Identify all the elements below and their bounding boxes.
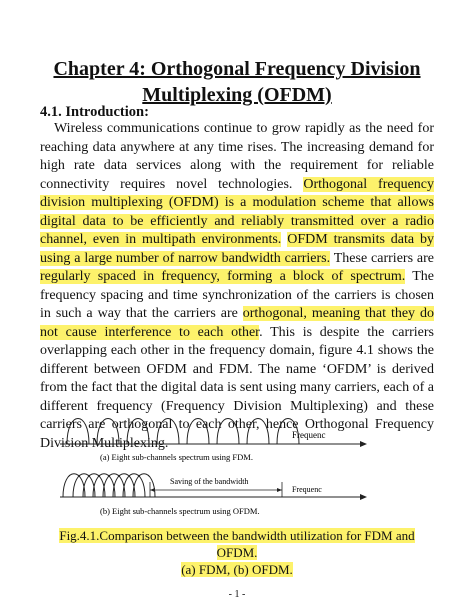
fdm-spectrum — [67, 419, 299, 445]
spectrum-diagram — [60, 402, 440, 522]
paragraph-text: The frequency spacing and time synchronization of the carriers is chosen in such a way that the carriers are — [40, 269, 435, 321]
fdm-axis-arrowhead — [360, 441, 367, 447]
highlighted-text: OFDM transmits data by using a large number of narrow bandwidth carriers. — [40, 232, 435, 266]
ofdm-spectrum — [63, 474, 155, 497]
chapter-title: Chapter 4: Orthogonal Frequency Division Multiplexing (OFDM) — [53, 58, 421, 106]
highlighted-text: orthogonal, meaning that they do not cause interference to each other — [40, 306, 434, 340]
fdm-axis-label: Frequenc — [292, 430, 326, 440]
highlighted-text: regularly spaced in frequency, forming a block of spectrum. — [40, 269, 406, 284]
fdm-subchannel-lobe — [247, 419, 269, 445]
highlighted-text: Orthogonal frequency division multiplexing (OFDM) is a modulation scheme that allows digital data to be efficiently and reliably transmitted over a radio channel, even in multipath environments. — [40, 176, 434, 247]
fdm-caption: (a) Eight sub-channels spectrum using FDM. — [100, 452, 253, 462]
fdm-subchannel-lobe — [97, 419, 119, 445]
saving-arrow-left-head — [150, 488, 155, 492]
figure-caption-line2: (a) FDM, (b) OFDM. — [181, 562, 293, 577]
fdm-subchannel-lobe — [67, 419, 89, 445]
ofdm-axis-label: Frequenc — [292, 485, 322, 494]
paragraph-text: . This is despite the carriers overlapping each other in the frequency domain, figure 4.1 shows the different between OFDM and FDM. The name ‘OFDM’ is derived from the fact that the digital data is sent using many carriers, each of a different frequency (Frequency Division Multiplexing) and these carriers are orthogonal to each other, hence Orthogonal Frequency Division Multiplexing. — [40, 324, 435, 451]
saving-bandwidth-label: Saving of the bandwidth — [170, 477, 249, 486]
fdm-subchannel-lobe — [187, 419, 209, 445]
paragraph-text: These carriers are — [330, 250, 434, 266]
fdm-subchannel-lobe — [157, 419, 179, 445]
fdm-subchannel-lobe — [127, 419, 149, 445]
paragraph-text: Wireless communications continue to grow rapidly as the need for reaching data anywhere at any time rises. The increasing demand for high rate data services along with the requirement for reliable connectivity requires novel technologies. — [40, 121, 434, 192]
saving-arrow-right-head — [277, 488, 282, 492]
figure-caption-line1: Fig.4.1.Comparison between the bandwidth utilization for FDM and OFDM. — [59, 528, 415, 560]
section-heading: 4.1. Introduction: — [40, 104, 149, 120]
page-number: - 1 - — [228, 589, 246, 600]
ofdm-axis-arrowhead — [360, 494, 367, 500]
figure-caption — [40, 527, 434, 578]
ofdm-caption: (b) Eight sub-channels spectrum using OFDM. — [100, 506, 260, 516]
fdm-subchannel-lobe — [217, 419, 239, 445]
figure-4-1 — [60, 402, 440, 522]
